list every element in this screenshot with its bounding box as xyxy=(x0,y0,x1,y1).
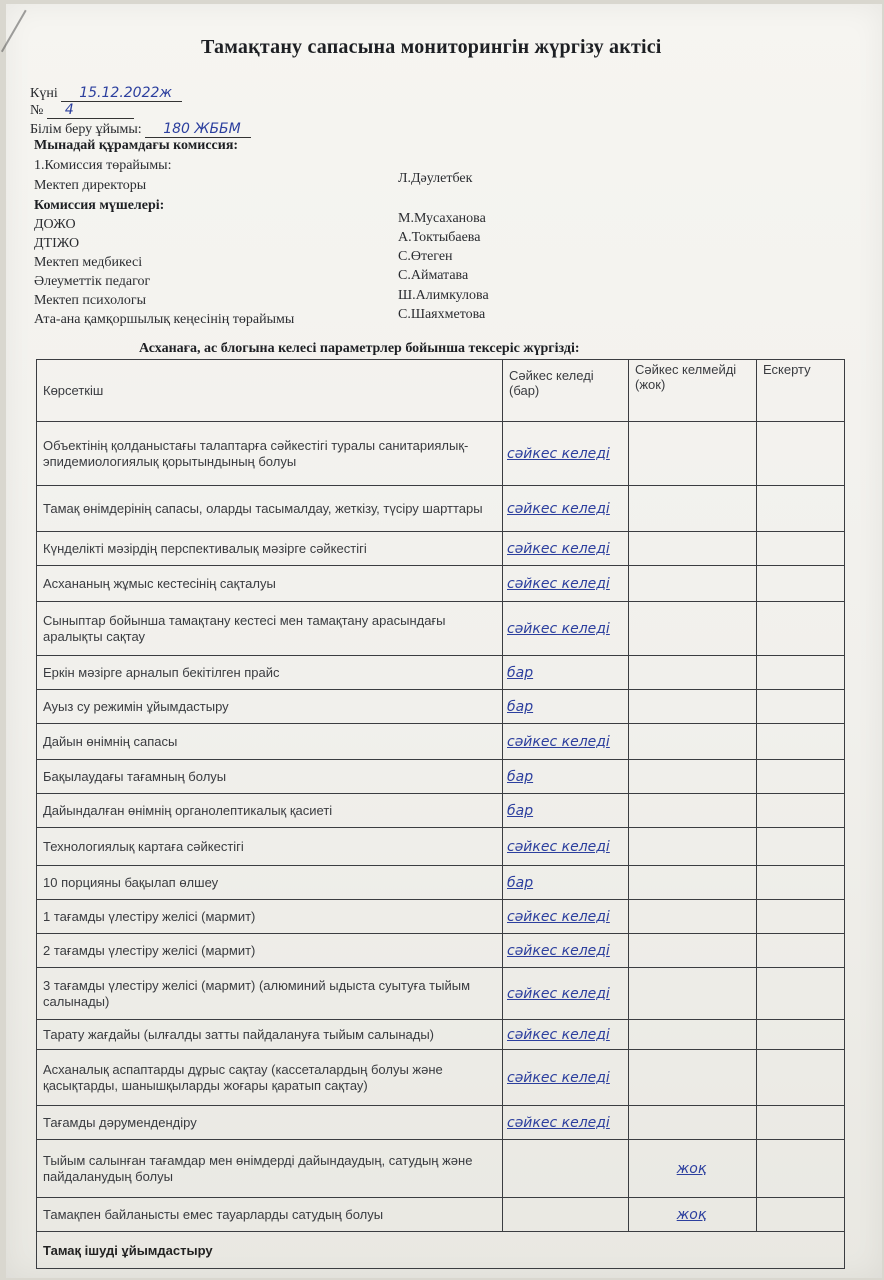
indicator-cell: 10 порцияны бақылап өлшеу xyxy=(37,866,503,900)
no-cell xyxy=(629,866,757,900)
note-cell xyxy=(757,934,845,968)
org-value: 180 ЖББМ xyxy=(145,122,251,138)
note-cell xyxy=(757,422,845,486)
note-cell xyxy=(757,656,845,690)
member-name: С.Шаяхметова xyxy=(398,307,486,322)
no-cell xyxy=(629,690,757,724)
note-cell xyxy=(757,532,845,566)
indicator-cell: Тамақ өнімдерінің сапасы, оларды тасымалдау, жеткізу, түсіру шарттары xyxy=(37,486,503,532)
indicator-cell: Тыйым салынған тағамдар мен өнімдерді дайындаудың, сатудың және пайдаланудың болуы xyxy=(37,1140,503,1198)
no-cell: жоқ xyxy=(629,1198,757,1232)
yes-cell xyxy=(503,1140,629,1198)
no-cell xyxy=(629,422,757,486)
table-row xyxy=(37,866,845,900)
note-cell xyxy=(757,1020,845,1050)
indicator-cell: Технологиялық картаға сәйкестігі xyxy=(37,828,503,866)
member-name: М.Мусаханова xyxy=(398,211,486,226)
indicator-cell: Бақылаудағы тағамның болуы xyxy=(37,760,503,794)
indicator-cell: 3 тағамды үлестіру желісі (мармит) (алюминий ыдыста суытуға тыйым салынады) xyxy=(37,968,503,1020)
footer-section-heading: Тамақ ішуді ұйымдастыру xyxy=(37,1232,845,1269)
note-cell xyxy=(757,794,845,828)
indicator-cell: Тағамды дәрумендендіру xyxy=(37,1106,503,1140)
table-body xyxy=(37,422,845,1269)
yes-cell: сәйкес келеді xyxy=(503,900,629,934)
yes-cell: сәйкес келеді xyxy=(503,1106,629,1140)
table-row xyxy=(37,656,845,690)
note-cell xyxy=(757,690,845,724)
yes-cell xyxy=(503,1198,629,1232)
indicator-cell: Тарату жағдайы (ылғалды затты пайдалануға тыйым салынады) xyxy=(37,1020,503,1050)
member-name: А.Токтыбаева xyxy=(398,230,481,245)
table-row xyxy=(37,1140,845,1198)
note-cell xyxy=(757,760,845,794)
number-label: № xyxy=(30,103,44,118)
yes-cell: сәйкес келеді xyxy=(503,566,629,602)
no-cell xyxy=(629,934,757,968)
header-indicator: Көрсеткіш xyxy=(37,360,503,422)
members-heading: Комиссия мүшелері: xyxy=(34,198,165,213)
yes-cell: сәйкес келеді xyxy=(503,532,629,566)
yes-cell: сәйкес келеді xyxy=(503,968,629,1020)
member-role: Мектеп медбикесі xyxy=(34,255,143,270)
member-role: ДТІЖО xyxy=(34,236,80,251)
member-name: Ш.Алимкулова xyxy=(398,288,489,303)
header-yes: Сәйкес келеді (бар) xyxy=(503,360,629,422)
indicator-cell: 1 тағамды үлестіру желісі (мармит) xyxy=(37,900,503,934)
table-row xyxy=(37,760,845,794)
indicator-cell: Дайындалған өнімнің органолептикалық қасиеті xyxy=(37,794,503,828)
indicator-cell: Сыныптар бойынша тамақтану кестесі мен тамақтану арасындағы аралықты сақтау xyxy=(37,602,503,656)
indicator-cell: Дайын өнімнің сапасы xyxy=(37,724,503,760)
number-value: 4 xyxy=(47,103,134,119)
yes-cell: сәйкес келеді xyxy=(503,1050,629,1106)
note-cell xyxy=(757,724,845,760)
no-cell xyxy=(629,486,757,532)
pen-mark xyxy=(1,10,37,59)
table-row xyxy=(37,566,845,602)
table-row xyxy=(37,900,845,934)
yes-cell: бар xyxy=(503,690,629,724)
yes-cell: сәйкес келеді xyxy=(503,486,629,532)
table-row xyxy=(37,690,845,724)
org-label: Білім беру ұйымы: xyxy=(30,122,142,137)
no-cell xyxy=(629,532,757,566)
table-row xyxy=(37,1020,845,1050)
yes-cell: сәйкес келеді xyxy=(503,828,629,866)
indicator-cell: Асханалық аспаптарды дұрыс сақтау (кассеталардың болуы және қасықтарды, шанышқыларды жоғары қаратып сақтау) xyxy=(37,1050,503,1106)
member-name: С.Өтеген xyxy=(398,249,453,264)
yes-cell: бар xyxy=(503,866,629,900)
indicator-cell: Объектінің қолданыстағы талаптарға сәйкестігі туралы санитариялық-эпидемиологиялық қорытындының болуы xyxy=(37,422,503,486)
yes-cell: сәйкес келеді xyxy=(503,934,629,968)
note-cell xyxy=(757,828,845,866)
no-cell xyxy=(629,1050,757,1106)
table-row xyxy=(37,968,845,1020)
indicator-cell: Еркін мәзірге арналып бекітілген прайс xyxy=(37,656,503,690)
note-cell xyxy=(757,866,845,900)
yes-cell: сәйкес келеді xyxy=(503,602,629,656)
table-row xyxy=(37,422,845,486)
note-cell xyxy=(757,566,845,602)
org-line xyxy=(30,122,251,138)
member-role: Мектеп психологы xyxy=(34,293,147,308)
yes-cell: сәйкес келеді xyxy=(503,422,629,486)
no-cell xyxy=(629,1106,757,1140)
yes-cell: сәйкес келеді xyxy=(503,724,629,760)
member-name: С.Айматава xyxy=(398,268,469,283)
indicator-cell: 2 тағамды үлестіру желісі (мармит) xyxy=(37,934,503,968)
indicator-cell: Күнделікті мәзірдің перспективалық мәзірге сәйкестігі xyxy=(37,532,503,566)
table-caption: Асханаға, ас блогына келесі параметрлер бойынша тексеріс жүргізді: xyxy=(139,341,580,356)
note-cell xyxy=(757,602,845,656)
date-value: 15.12.2022ж xyxy=(61,86,182,102)
no-cell xyxy=(629,724,757,760)
yes-cell: бар xyxy=(503,794,629,828)
no-cell xyxy=(629,566,757,602)
yes-cell: бар xyxy=(503,656,629,690)
no-cell xyxy=(629,656,757,690)
chair-name: Л.Дәулетбек xyxy=(398,171,473,186)
note-cell xyxy=(757,1140,845,1198)
table-header-row xyxy=(37,360,845,422)
indicator-cell: Асхананың жұмыс кестесінің сақталуы xyxy=(37,566,503,602)
document-title: Тамақтану сапасына мониторингін жүргізу актісі xyxy=(201,36,662,58)
no-cell xyxy=(629,602,757,656)
date-label: Күні xyxy=(30,86,58,101)
note-cell xyxy=(757,1106,845,1140)
no-cell xyxy=(629,1020,757,1050)
number-line xyxy=(30,103,134,119)
no-cell: жоқ xyxy=(629,1140,757,1198)
document-sheet xyxy=(6,4,882,1278)
no-cell xyxy=(629,900,757,934)
table-row xyxy=(37,828,845,866)
table-row xyxy=(37,1198,845,1232)
no-cell xyxy=(629,828,757,866)
yes-cell: бар xyxy=(503,760,629,794)
date-line xyxy=(30,86,182,102)
table-row xyxy=(37,724,845,760)
header-no: Сәйкес келмейді (жок) xyxy=(629,360,757,422)
inspection-table xyxy=(36,359,845,1269)
note-cell xyxy=(757,900,845,934)
header-note: Ескерту xyxy=(757,360,845,422)
member-role: Әлеуметтік педагог xyxy=(34,274,151,289)
member-role: Ата-ана қамқоршылық кеңесінің төрайымы xyxy=(34,312,295,327)
table-row xyxy=(37,532,845,566)
indicator-cell: Ауыз су режимін ұйымдастыру xyxy=(37,690,503,724)
table-footer-row xyxy=(37,1232,845,1269)
chair-role: Мектеп директоры xyxy=(34,178,147,193)
note-cell xyxy=(757,486,845,532)
table-row xyxy=(37,1050,845,1106)
table-row xyxy=(37,602,845,656)
table-row xyxy=(37,794,845,828)
no-cell xyxy=(629,760,757,794)
chair-heading: 1.Комиссия төрайымы: xyxy=(34,158,172,173)
note-cell xyxy=(757,1050,845,1106)
no-cell xyxy=(629,968,757,1020)
no-cell xyxy=(629,794,757,828)
commission-heading: Мынадай құрамдағы комиссия: xyxy=(34,138,239,153)
member-role: ДОЖО xyxy=(34,217,76,232)
yes-cell: сәйкес келеді xyxy=(503,1020,629,1050)
table-row xyxy=(37,934,845,968)
table-row xyxy=(37,486,845,532)
note-cell xyxy=(757,968,845,1020)
note-cell xyxy=(757,1198,845,1232)
indicator-cell: Тамақпен байланысты емес тауарларды сатудың болуы xyxy=(37,1198,503,1232)
table-row xyxy=(37,1106,845,1140)
